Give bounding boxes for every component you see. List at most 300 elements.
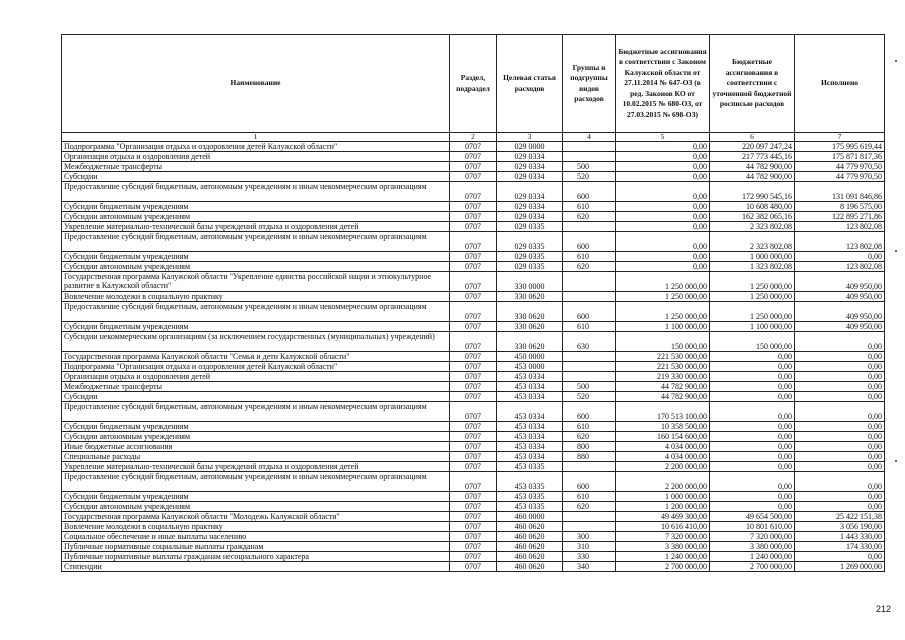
row-name-cell: Межбюджетные трансферты: [62, 382, 450, 392]
row-group-cell: 610: [563, 322, 616, 332]
header-budget-law: Бюджетные ассигнования в соответствии с Законом Калужской области от 27.11.2014 № 647-ОЗ (в ред. Законов КО от 10.02.2015 № 680-ОЗ, от 27.03.2015 № 698-ОЗ): [616, 35, 710, 133]
row-section-cell: 0707: [450, 552, 497, 562]
row-refined-cell: 10 801 610,00: [710, 522, 795, 532]
row-group-cell: 620: [563, 212, 616, 222]
row-group-cell: 620: [563, 262, 616, 272]
row-executed-cell: 409 950,00: [795, 272, 885, 292]
column-number-row: [62, 133, 885, 142]
row-refined-cell: 1 323 802,08: [710, 262, 795, 272]
column-number: 5: [616, 133, 710, 142]
row-executed-cell: 3 056 190,00: [795, 522, 885, 532]
row-executed-cell: 8 196 575,00: [795, 202, 885, 212]
table-row: [62, 402, 885, 422]
row-refined-cell: 0,00: [710, 492, 795, 502]
row-group-cell: [563, 292, 616, 302]
row-budget-cell: 221 530 000,00: [616, 362, 710, 372]
row-name-cell: Межбюджетные трансферты: [62, 162, 450, 172]
row-section-cell: 0707: [450, 172, 497, 182]
row-group-cell: [563, 222, 616, 232]
row-group-cell: 620: [563, 502, 616, 512]
row-name-cell: Субсидии автономным учреждениям: [62, 262, 450, 272]
row-executed-cell: 25 422 151,38: [795, 512, 885, 522]
row-name-cell: Субсидии бюджетным учреждениям: [62, 202, 450, 212]
row-budget-cell: 150 000,00: [616, 332, 710, 352]
row-name-cell: Стипендии: [62, 562, 450, 572]
table-row: [62, 212, 885, 222]
row-section-cell: 0707: [450, 522, 497, 532]
row-article-cell: 330 0620: [497, 332, 563, 352]
column-number: 1: [62, 133, 450, 142]
row-group-cell: [563, 352, 616, 362]
row-refined-cell: 0,00: [710, 462, 795, 472]
table-row: [62, 512, 885, 522]
row-article-cell: 460 0620: [497, 532, 563, 542]
row-refined-cell: 0,00: [710, 452, 795, 462]
row-group-cell: 600: [563, 472, 616, 492]
column-number: 7: [795, 133, 885, 142]
column-number: 6: [710, 133, 795, 142]
row-executed-cell: 0,00: [795, 452, 885, 462]
budget-table: [61, 34, 885, 572]
row-budget-cell: 0,00: [616, 262, 710, 272]
table-row: [62, 322, 885, 332]
row-name-cell: Подпрограмма "Организация отдыха и оздоровления детей Калужской области": [62, 362, 450, 372]
row-section-cell: 0707: [450, 462, 497, 472]
row-section-cell: 0707: [450, 302, 497, 322]
row-article-cell: 460 0000: [497, 512, 563, 522]
row-refined-cell: 49 654 500,00: [710, 512, 795, 522]
table-row: [62, 472, 885, 492]
column-number: 4: [563, 133, 616, 142]
row-executed-cell: 175 871 817,36: [795, 152, 885, 162]
row-name-cell: Предоставление субсидий бюджетным, автономным учреждениям и иным некоммерческим организациям: [62, 182, 450, 202]
row-article-cell: 029 0335: [497, 252, 563, 262]
row-budget-cell: 1 100 000,00: [616, 322, 710, 332]
row-name-cell: Субсидии автономным учреждениям: [62, 432, 450, 442]
row-name-cell: Специальные расходы: [62, 452, 450, 462]
row-article-cell: 330 0620: [497, 322, 563, 332]
row-budget-cell: 1 250 000,00: [616, 292, 710, 302]
row-section-cell: 0707: [450, 272, 497, 292]
row-budget-cell: 1 200 000,00: [616, 502, 710, 512]
row-section-cell: 0707: [450, 352, 497, 362]
row-section-cell: 0707: [450, 492, 497, 502]
row-executed-cell: 0,00: [795, 442, 885, 452]
row-refined-cell: 2 323 802,08: [710, 232, 795, 252]
row-group-cell: 620: [563, 432, 616, 442]
row-budget-cell: 0,00: [616, 222, 710, 232]
row-refined-cell: 0,00: [710, 382, 795, 392]
row-budget-cell: 7 320 000,00: [616, 532, 710, 542]
row-group-cell: 610: [563, 202, 616, 212]
table-row: [62, 162, 885, 172]
row-section-cell: 0707: [450, 402, 497, 422]
row-article-cell: 029 0334: [497, 162, 563, 172]
row-executed-cell: 409 950,00: [795, 292, 885, 302]
row-executed-cell: 174 330,00: [795, 542, 885, 552]
row-section-cell: 0707: [450, 422, 497, 432]
row-section-cell: 0707: [450, 252, 497, 262]
row-name-cell: Публичные нормативные социальные выплаты гражданам: [62, 542, 450, 552]
row-name-cell: Укрепление материально-технической базы учреждений отдыха и оздоровления детей: [62, 222, 450, 232]
table-row: [62, 262, 885, 272]
row-group-cell: [563, 462, 616, 472]
row-article-cell: 029 0334: [497, 172, 563, 182]
budget-table-sheet: [61, 34, 884, 572]
row-refined-cell: 1 250 000,00: [710, 272, 795, 292]
row-section-cell: 0707: [450, 332, 497, 352]
row-executed-cell: 0,00: [795, 362, 885, 372]
row-name-cell: Субсидии: [62, 392, 450, 402]
table-row: [62, 502, 885, 512]
row-article-cell: 029 0334: [497, 212, 563, 222]
row-group-cell: 310: [563, 542, 616, 552]
row-group-cell: [563, 372, 616, 382]
header-expense-group: Группы и подгруппы видов расходов: [563, 35, 616, 133]
table-row: [62, 462, 885, 472]
row-budget-cell: 0,00: [616, 232, 710, 252]
row-refined-cell: 7 320 000,00: [710, 532, 795, 542]
row-group-cell: [563, 512, 616, 522]
table-row: [62, 172, 885, 182]
row-budget-cell: 1 250 000,00: [616, 272, 710, 292]
row-budget-cell: 44 782 900,00: [616, 392, 710, 402]
table-row: [62, 332, 885, 352]
row-refined-cell: 172 990 545,16: [710, 182, 795, 202]
row-executed-cell: 1 443 330,00: [795, 532, 885, 542]
row-executed-cell: 0,00: [795, 432, 885, 442]
row-executed-cell: 1 269 000,00: [795, 562, 885, 572]
row-refined-cell: 2 700 000,00: [710, 562, 795, 572]
row-group-cell: 520: [563, 172, 616, 182]
row-section-cell: 0707: [450, 152, 497, 162]
row-article-cell: 330 0000: [497, 272, 563, 292]
row-article-cell: 453 0335: [497, 472, 563, 492]
row-name-cell: Государственная программа Калужской области "Укрепление единства российской нации и этнокультурное развитие в Калужской области": [62, 272, 450, 292]
row-group-cell: 610: [563, 422, 616, 432]
row-article-cell: 453 0000: [497, 362, 563, 372]
row-name-cell: Субсидии бюджетным учреждениям: [62, 422, 450, 432]
row-name-cell: Предоставление субсидий бюджетным, автономным учреждениям и иным некоммерческим организациям: [62, 232, 450, 252]
row-article-cell: 453 0334: [497, 402, 563, 422]
row-name-cell: Субсидии бюджетным учреждениям: [62, 322, 450, 332]
row-name-cell: Публичные нормативные выплаты гражданам несоциального характера: [62, 552, 450, 562]
table-row: [62, 302, 885, 322]
row-refined-cell: 0,00: [710, 392, 795, 402]
row-name-cell: Предоставление субсидий бюджетным, автономным учреждениям и иным некоммерческим организациям: [62, 472, 450, 492]
row-article-cell: 029 0000: [497, 142, 563, 152]
row-budget-cell: 3 380 000,00: [616, 542, 710, 552]
row-executed-cell: 0,00: [795, 352, 885, 362]
row-refined-cell: 1 100 000,00: [710, 322, 795, 332]
row-section-cell: 0707: [450, 322, 497, 332]
row-name-cell: Иные бюджетные ассигнования: [62, 442, 450, 452]
row-executed-cell: 0,00: [795, 462, 885, 472]
row-group-cell: 500: [563, 382, 616, 392]
row-budget-cell: 44 782 900,00: [616, 382, 710, 392]
row-refined-cell: 2 323 802,08: [710, 222, 795, 232]
row-article-cell: 453 0335: [497, 502, 563, 512]
row-article-cell: 453 0334: [497, 392, 563, 402]
table-row: [62, 142, 885, 152]
row-executed-cell: 123 802,08: [795, 232, 885, 252]
row-section-cell: 0707: [450, 432, 497, 442]
row-refined-cell: 1 250 000,00: [710, 302, 795, 322]
row-budget-cell: 0,00: [616, 182, 710, 202]
row-refined-cell: 0,00: [710, 352, 795, 362]
scan-edge-mark: [895, 250, 897, 252]
row-article-cell: 029 0334: [497, 182, 563, 202]
row-group-cell: 630: [563, 332, 616, 352]
row-name-cell: Субсидии бюджетным учреждениям: [62, 252, 450, 262]
table-row: [62, 202, 885, 212]
row-section-cell: 0707: [450, 512, 497, 522]
row-executed-cell: 0,00: [795, 332, 885, 352]
row-executed-cell: 409 950,00: [795, 302, 885, 322]
row-executed-cell: 0,00: [795, 402, 885, 422]
row-group-cell: 520: [563, 392, 616, 402]
table-row: [62, 532, 885, 542]
row-name-cell: Субсидии автономным учреждениям: [62, 502, 450, 512]
page-number: 212: [876, 604, 892, 614]
row-section-cell: 0707: [450, 362, 497, 372]
row-executed-cell: 0,00: [795, 252, 885, 262]
row-article-cell: 029 0335: [497, 262, 563, 272]
row-article-cell: 330 0620: [497, 292, 563, 302]
row-executed-cell: 0,00: [795, 382, 885, 392]
row-refined-cell: 0,00: [710, 422, 795, 432]
row-section-cell: 0707: [450, 142, 497, 152]
row-section-cell: 0707: [450, 382, 497, 392]
row-budget-cell: 0,00: [616, 252, 710, 262]
table-row: [62, 272, 885, 292]
row-budget-cell: 0,00: [616, 172, 710, 182]
row-article-cell: 330 0620: [497, 302, 563, 322]
row-refined-cell: 10 608 480,00: [710, 202, 795, 212]
row-budget-cell: 0,00: [616, 202, 710, 212]
table-row: [62, 522, 885, 532]
row-section-cell: 0707: [450, 372, 497, 382]
row-article-cell: 460 0620: [497, 562, 563, 572]
row-refined-cell: 162 382 065,16: [710, 212, 795, 222]
row-budget-cell: 1 000 000,00: [616, 492, 710, 502]
row-refined-cell: 1 000 000,00: [710, 252, 795, 262]
row-name-cell: Субсидии автономным учреждениям: [62, 212, 450, 222]
table-row: [62, 352, 885, 362]
row-name-cell: Предоставление субсидий бюджетным, автономным учреждениям и иным некоммерческим организациям: [62, 402, 450, 422]
row-name-cell: Субсидии бюджетным учреждениям: [62, 492, 450, 502]
row-name-cell: Вовлечение молодежи в социальную практику: [62, 522, 450, 532]
row-group-cell: [563, 142, 616, 152]
row-section-cell: 0707: [450, 562, 497, 572]
row-group-cell: 610: [563, 492, 616, 502]
row-budget-cell: 2 700 000,00: [616, 562, 710, 572]
row-section-cell: 0707: [450, 392, 497, 402]
row-name-cell: Организация отдыха и оздоровления детей: [62, 372, 450, 382]
row-budget-cell: 219 330 000,00: [616, 372, 710, 382]
row-budget-cell: 160 154 600,00: [616, 432, 710, 442]
header-target-article: Целевая статья расходов: [497, 35, 563, 133]
row-group-cell: 300: [563, 532, 616, 542]
row-article-cell: 460 0620: [497, 552, 563, 562]
table-row: [62, 542, 885, 552]
row-article-cell: 453 0334: [497, 452, 563, 462]
row-section-cell: 0707: [450, 532, 497, 542]
row-refined-cell: 0,00: [710, 432, 795, 442]
table-row: [62, 562, 885, 572]
row-executed-cell: 0,00: [795, 502, 885, 512]
row-name-cell: Вовлечение молодежи в социальную практику: [62, 292, 450, 302]
row-executed-cell: 123 802,08: [795, 222, 885, 232]
row-budget-cell: 49 469 300,00: [616, 512, 710, 522]
row-article-cell: 029 0334: [497, 202, 563, 212]
row-name-cell: Государственная программа Калужской области "Семья и дети Калужской области": [62, 352, 450, 362]
scan-edge-mark: [895, 460, 897, 462]
row-name-cell: Субсидии: [62, 172, 450, 182]
row-section-cell: 0707: [450, 292, 497, 302]
row-budget-cell: 2 200 000,00: [616, 462, 710, 472]
row-article-cell: 453 0335: [497, 492, 563, 502]
row-executed-cell: 44 779 970,50: [795, 172, 885, 182]
scan-edge-mark: [895, 60, 897, 62]
row-article-cell: 453 0334: [497, 432, 563, 442]
row-executed-cell: 0,00: [795, 492, 885, 502]
row-group-cell: [563, 362, 616, 372]
row-group-cell: 330: [563, 552, 616, 562]
row-refined-cell: 0,00: [710, 372, 795, 382]
row-section-cell: 0707: [450, 182, 497, 202]
row-budget-cell: 1 250 000,00: [616, 302, 710, 322]
table-row: [62, 382, 885, 392]
row-budget-cell: 10 358 500,00: [616, 422, 710, 432]
row-section-cell: 0707: [450, 162, 497, 172]
row-section-cell: 0707: [450, 262, 497, 272]
table-row: [62, 432, 885, 442]
table-row: [62, 452, 885, 462]
row-group-cell: 500: [563, 162, 616, 172]
row-refined-cell: 44 782 900,00: [710, 162, 795, 172]
row-group-cell: 600: [563, 302, 616, 322]
table-row: [62, 252, 885, 262]
table-row: [62, 492, 885, 502]
header-section: Раздел, подраздел: [450, 35, 497, 133]
row-group-cell: 600: [563, 232, 616, 252]
row-group-cell: 600: [563, 402, 616, 422]
row-refined-cell: 217 773 445,16: [710, 152, 795, 162]
row-executed-cell: 0,00: [795, 422, 885, 432]
row-executed-cell: 122 895 271,86: [795, 212, 885, 222]
row-budget-cell: 221 530 000,00: [616, 352, 710, 362]
row-refined-cell: 0,00: [710, 502, 795, 512]
row-refined-cell: 0,00: [710, 362, 795, 372]
row-section-cell: 0707: [450, 222, 497, 232]
row-refined-cell: 3 380 000,00: [710, 542, 795, 552]
row-executed-cell: 0,00: [795, 392, 885, 402]
row-executed-cell: 0,00: [795, 372, 885, 382]
row-refined-cell: 44 782 900,00: [710, 172, 795, 182]
table-row: [62, 292, 885, 302]
table-row: [62, 422, 885, 432]
row-budget-cell: 2 200 000,00: [616, 472, 710, 492]
row-section-cell: 0707: [450, 442, 497, 452]
row-article-cell: 453 0335: [497, 462, 563, 472]
row-section-cell: 0707: [450, 212, 497, 222]
row-executed-cell: 44 779 970,50: [795, 162, 885, 172]
header-refined-budget: Бюджетные ассигнования в соответствии с уточненной бюджетной росписью расходов: [710, 35, 795, 133]
row-refined-cell: 220 097 247,24: [710, 142, 795, 152]
row-group-cell: 340: [563, 562, 616, 572]
row-section-cell: 0707: [450, 202, 497, 212]
row-budget-cell: 170 513 100,00: [616, 402, 710, 422]
row-name-cell: Предоставление субсидий бюджетным, автономным учреждениям и иным некоммерческим организациям: [62, 302, 450, 322]
row-executed-cell: 123 802,08: [795, 262, 885, 272]
row-name-cell: Субсидии некоммерческим организациям (за исключением государственных (муниципальных) учреждений): [62, 332, 450, 352]
table-row: [62, 232, 885, 252]
row-section-cell: 0707: [450, 502, 497, 512]
row-section-cell: 0707: [450, 452, 497, 462]
column-number: 2: [450, 133, 497, 142]
row-name-cell: Подпрограмма "Организация отдыха и оздоровления детей Калужской области": [62, 142, 450, 152]
row-group-cell: 880: [563, 452, 616, 462]
row-article-cell: 453 0334: [497, 422, 563, 432]
row-section-cell: 0707: [450, 232, 497, 252]
row-group-cell: 800: [563, 442, 616, 452]
row-executed-cell: 0,00: [795, 472, 885, 492]
table-row: [62, 392, 885, 402]
row-budget-cell: 0,00: [616, 142, 710, 152]
row-name-cell: Государственная программа Калужской области "Молодежь Калужской области": [62, 512, 450, 522]
row-section-cell: 0707: [450, 472, 497, 492]
row-article-cell: 453 0334: [497, 442, 563, 452]
row-article-cell: 450 0000: [497, 352, 563, 362]
row-group-cell: [563, 522, 616, 532]
row-budget-cell: 0,00: [616, 212, 710, 222]
row-article-cell: 460 0620: [497, 522, 563, 532]
row-group-cell: 600: [563, 182, 616, 202]
row-refined-cell: 1 250 000,00: [710, 292, 795, 302]
row-budget-cell: 10 616 410,00: [616, 522, 710, 532]
row-article-cell: 029 0335: [497, 222, 563, 232]
row-executed-cell: 175 995 619,44: [795, 142, 885, 152]
table-row: [62, 552, 885, 562]
row-refined-cell: 1 240 000,00: [710, 552, 795, 562]
row-executed-cell: 0,00: [795, 552, 885, 562]
row-name-cell: Укрепление материально-технической базы учреждений отдыха и оздоровления детей: [62, 462, 450, 472]
row-budget-cell: 1 240 000,00: [616, 552, 710, 562]
table-row: [62, 152, 885, 162]
row-group-cell: [563, 272, 616, 292]
row-article-cell: 453 0334: [497, 372, 563, 382]
row-budget-cell: 0,00: [616, 152, 710, 162]
row-group-cell: 610: [563, 252, 616, 262]
table-row: [62, 372, 885, 382]
table-body: [62, 142, 885, 572]
row-article-cell: 453 0334: [497, 382, 563, 392]
header-executed: Исполнено: [795, 35, 885, 133]
row-refined-cell: 0,00: [710, 402, 795, 422]
header-row: [62, 35, 885, 133]
row-refined-cell: 0,00: [710, 442, 795, 452]
row-budget-cell: 4 034 000,00: [616, 442, 710, 452]
row-budget-cell: 4 034 000,00: [616, 452, 710, 462]
row-article-cell: 029 0335: [497, 232, 563, 252]
row-executed-cell: 409 950,00: [795, 322, 885, 332]
row-group-cell: [563, 152, 616, 162]
table-row: [62, 182, 885, 202]
column-number: 3: [497, 133, 563, 142]
row-name-cell: Социальное обеспечение и иные выплаты населению: [62, 532, 450, 542]
row-refined-cell: 0,00: [710, 472, 795, 492]
